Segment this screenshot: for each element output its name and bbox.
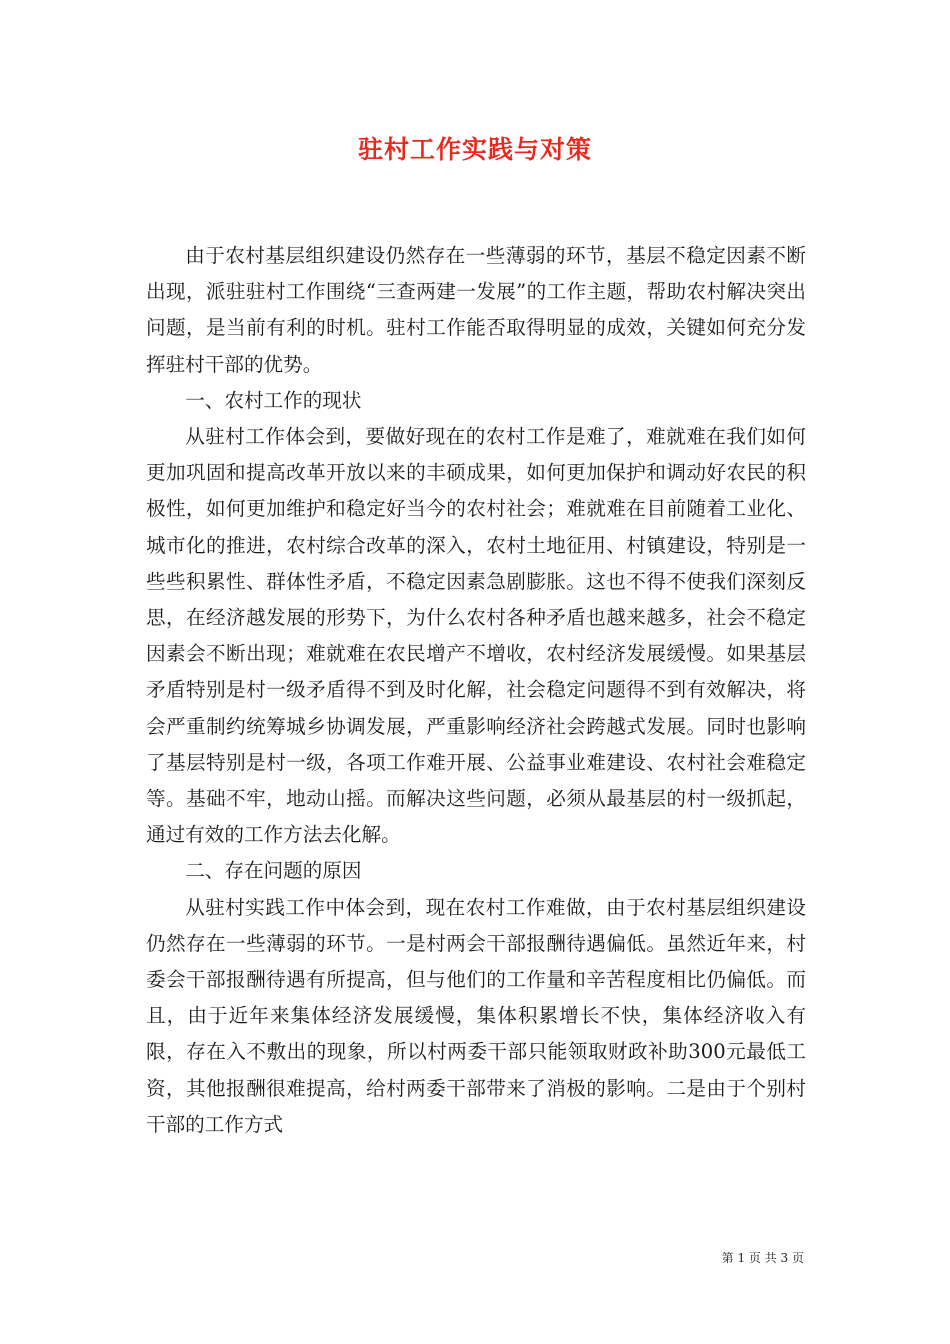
paragraph-causes: 从驻村实践工作中体会到，现在农村工作难做，由于农村基层组织建设仍然存在一些薄弱的环节。一是村两会干部报酬待遇偏低。虽然近年来，村委会干部报酬待遇有所提高，但与他们的工作量和辛苦程度相比仍偏低。而且，由于近年来集体经济发展缓慢，集体积累增长不快，集体经济收入有限，存在入不敷出的现象，所以村两委干部只能领取财政补助300元最低工资，其他报酬很难提高，给村两委干部带来了消极的影响。二是由于个别村干部的工作方式 xyxy=(146,895,806,1136)
section-heading-2: 二、存在问题的原因 xyxy=(185,859,362,883)
page-number: 第 1 页 共 3 页 xyxy=(721,1251,804,1265)
document-title: 驻村工作实践与对策 xyxy=(357,135,592,164)
paragraph-intro: 由于农村基层组织建设仍然存在一些薄弱的环节，基层不稳定因素不断出现，派驻驻村工作围绕“三查两建一发展”的工作主题，帮助农村解决突出问题，是当前有利的时机。驻村工作能否取得明显的成效，关键如何充分发挥驻村干部的优势。 xyxy=(146,244,806,376)
document-body xyxy=(146,238,806,1143)
paragraph-status: 从驻村工作体会到，要做好现在的农村工作是难了，难就难在我们如何更加巩固和提高改革开放以来的丰硕成果，如何更加保护和调动好农民的积极性，如何更加维护和稳定好当今的农村社会；难就难在目前随着工业化、城市化的推进，农村综合改革的深入，农村土地征用、村镇建设，特别是一些些积累性、群体性矛盾，不稳定因素急剧膨胀。这也不得不使我们深刻反思，在经济越发展的形势下，为什么农村各种矛盾也越来越多，社会不稳定因素会不断出现；难就难在农民增产不增收，农村经济发展缓慢。如果基层矛盾特别是村一级矛盾得不到及时化解，社会稳定问题得不到有效解决，将会严重制约统筹城乡协调发展，严重影响经济社会跨越式发展。同时也影响了基层特别是村一级，各项工作难开展、公益事业难建设、农村社会难稳定等。基础不牢，地动山摇。而解决这些问题，必须从最基层的村一级抓起，通过有效的工作方法去化解。 xyxy=(146,425,806,847)
section-heading-1: 一、农村工作的现状 xyxy=(185,388,362,412)
